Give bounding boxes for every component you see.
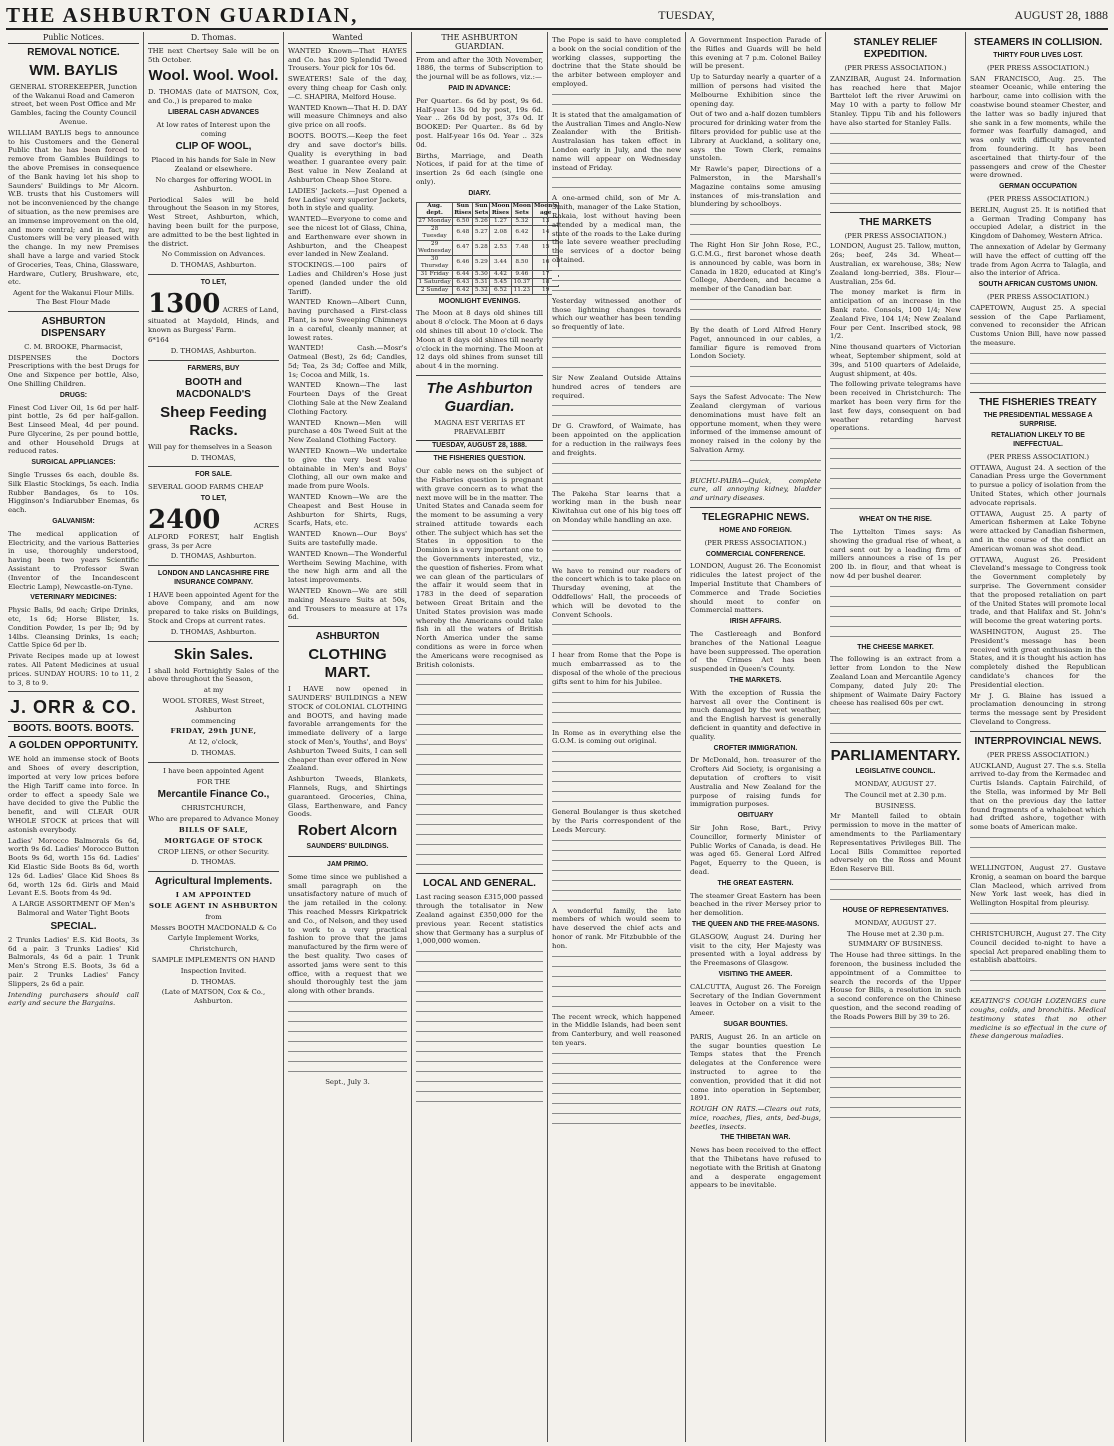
diary-cell: 8.50 <box>511 255 532 270</box>
diary-cell: 30 Thursday <box>417 255 453 270</box>
press-association: (PER PRESS ASSOCIATION.) <box>844 231 947 240</box>
clip-heading: CLIP OF WOOL, <box>175 141 252 153</box>
column-wanted <box>284 32 412 1442</box>
news-paragraph: A Government Inspection Parade of the Rifles and Guards will be held this evening at 7 p.m. Colonel Bailey will be present. <box>690 36 821 71</box>
diary-cell: 1.27 <box>490 217 511 225</box>
queen-heading: THE QUEEN AND THE FREE-MASONS. <box>691 920 820 928</box>
rates: Per Quarter.. 6s 6d by post, 9s 6d. Half-year 13s 0d by post, 19s 6d. Year .. 26s 0d by post, 37s 0d. If BOOKED: Per Quarter.. 8s 6d by post. Half-year 16s 0d. Year .. 32s 0d. <box>416 96 543 149</box>
council-heading: LEGISLATIVE COUNCIL. <box>855 768 936 776</box>
diary-cell: 2 Sunday <box>417 286 453 294</box>
eastern-heading: THE GREAT EASTERN. <box>717 879 794 887</box>
column-public-notices <box>4 32 144 1442</box>
diary-cell: 27 Monday <box>418 217 452 224</box>
diary-row <box>417 217 559 225</box>
moon-body: The Moon at 8 days old shines till about 8 o'clock. The Moon at 6 days old shines till about 10 o'clock. The Moon at 8 days old shines till nearly o'clock in the morning. The Moon at 12 days old shines from sunset till about 4 in the morning. <box>416 309 543 371</box>
boots-heading: BOOTS. BOOTS. BOOTS. <box>8 721 139 737</box>
house-met: The House met at 2.30 p.m. <box>846 929 945 938</box>
skin-friday: FRIDAY, 29th JUNE, <box>170 727 257 736</box>
german-body-2: The annexation of Adelar by Germany will have the effect of cutting off the trade from Agon Acrra to Talagla, and also the interior of Africa. <box>970 242 1106 278</box>
agri-sample: SAMPLE IMPLEMENTS ON HAND <box>151 956 276 964</box>
news-paragraph: The Right Hon Sir John Rose, P.C., G.C.M.G., first baronet whose death is announced by cable, was born in Canada in 1820, educated at King's College, Aberdeen, and became a member of the Canadian bar. <box>690 241 821 294</box>
irish-body: The Castlereagh and Bonford branches of the National League have been suppressed. The operation of the Crimes Act has been suspended in Queen's County. <box>690 630 821 674</box>
vet-body: Physic Balls, 9d each; Gripe Drinks, etc, 1s 6d; Horse Blister, 1s. Condition Powder, 1s per lb; 9d by 14lbs. Cleansing Drinks, 1s each; Cattle Spice 6d per lb. <box>8 606 139 650</box>
ottawa3-body: OTTAWA, August 26. President Cleveland's message to Congress took the Government completely by surprise. The Government consider that the proposed retaliation on part of the United States will promote local trade, and that Halifax and St. John's will become the great watering ports. <box>970 555 1106 626</box>
drugs-heading: DRUGS: <box>59 391 88 399</box>
jam-date: Sept., July 3. <box>325 1077 370 1086</box>
merc-body: Who are prepared to Advance Money <box>148 815 279 824</box>
interprovincial-heading: INTERPROVINCIAL NEWS. <box>974 735 1102 747</box>
wanted-ad: WANTED! Cash.—Mosr's Oatmeal (Best), 2s 6d; Candles, 5d; Tea, 2s 3d; Coffee and Milk, 1s; Cocoa and Milk, 1s. <box>288 344 407 379</box>
wanted-ad: BOOTS. BOOTS.—Keep the feet dry and save doctor's bills. Quality is everything in bad weather. I guarantee every pair. Best value in New Zealand at Ashburton Cheap Shoe Store. <box>288 131 407 184</box>
commercial-body: LONDON, August 26. The Economist ridicules the latest project of the Imperial Institute that Chambers of Commerce and Trade Societies should meet to confer on Commercial matters. <box>690 562 821 615</box>
special-list: 2 Trunks Ladies' E.S. Kid Boots, 3s 6d a pair. 3 Trunks Ladies' Kid Balmorals, 4s 6d a pair. 1 Trunk Men's Strong E.S. Boots, 3s 6d a pair. 2 Trunks Ladies' Fancy Slippers, 2s 6d a pair. <box>8 935 139 988</box>
south-heading: SOUTH AFRICAN CUSTOMS UNION. <box>978 281 1098 289</box>
diary-cell: 13 <box>533 217 559 225</box>
ottawa2-body: OTTAWA, August 25. A party of American fishermen at Lake Tobyne were attacked by Canadian fishermen, and in the course of the conflict an American woman was shot dead. <box>970 509 1106 553</box>
council-date: MONDAY, AUGUST 27. <box>854 780 937 789</box>
liberal-heading: LIBERAL CASH ADVANCES <box>168 108 259 116</box>
diary-column-header: Sun Rises <box>454 202 472 216</box>
markets2-body: LONDON, August 25. Tallow, mutton, 26s; beef, 24s 3d. Wheat—Australian, ex warehouse, 38s; New Zealand long-berried, 38s. Flour—Australian, 25s 6d. <box>830 242 961 286</box>
house-date: MONDAY, AUGUST 27. <box>854 918 937 927</box>
moonlight-heading: MOONLIGHT EVENINGS. <box>438 297 521 305</box>
news-paragraph: By the death of Lord Alfred Henry Paget, announced in our cables, a familiar figure is removed from London Society. <box>690 325 821 361</box>
german-body: BERLIN, August 25. It is notified that a German Trading Company has occupied Adelar, a district in the Kingdom of Dahomey, Western Africa. <box>970 205 1106 241</box>
news-paragraph: The recent wreck, which happened in the Middle Islands, had been sent from Canterbury, and well reasoned ten years. <box>552 1012 681 1048</box>
column-heading: D. Thomas. <box>148 34 279 44</box>
diary-cell: 6.42 <box>453 286 473 294</box>
news-paragraph: We have to remind our readers of the concert which is to take place on Thursday evening, at the Oddfellows' Hall, the proceeds of which will be devoted to the Convent Schools. <box>552 566 681 619</box>
mart-body: I HAVE now opened in SAUNDERS' BUILDINGS a NEW STOCK of COLONIAL CLOTHING and BOOTS, and having made favorable arrangements for the immediate delivery of a large stock of Men's, Youths', and Boys' Ashburton Tweed Suits, I can sell cheaper than ever offered in New Zealand. <box>288 685 407 773</box>
diary-cell: 28 Tuesday <box>417 225 453 240</box>
diary-column-header: Sun Sets <box>474 202 489 216</box>
commission: No Commission on Advances. <box>161 250 266 259</box>
signature: D. THOMAS, Ashburton. <box>170 552 257 561</box>
wanted-ad: WANTED Known—The last Fourteen Days of the Great Clothing Sale at the New Zealand Clothing Factory. <box>288 381 407 416</box>
column-heading: THE ASHBURTON GUARDIAN. <box>416 34 543 53</box>
diary-cell: 6.46 <box>453 255 473 270</box>
merc-crop: CROP LIENS, or other Security. <box>157 847 270 856</box>
agri-from: from <box>205 912 222 921</box>
wanted-ad: WANTED Known—Albert Cunn, having purchased a First-class Plant, is now Sweeping Chimneys in a careful, cleanly manner, at lowest rates. <box>288 298 407 342</box>
orr-mens: A LARGE ASSORTMENT OF Men's Balmoral and Water Tight Boots <box>12 900 135 917</box>
diary-cell: 2.08 <box>490 225 511 240</box>
mercantile-heading: Mercantile Finance Co., <box>157 789 270 801</box>
diary-row <box>417 278 559 286</box>
jam-body: Some time since we published a small paragraph on the unsatisfactory nature of much of the jam retailed in the colony. This reached Messrs Kirkpatrick and Co., of Nelson, and they used to work to a very practical fashion to prove that the jams manufactured by the firm were of the best quality. Two cases of assorted jams were sent to this office, with a request that we should thoroughly test the jam along with other brands. <box>288 872 407 996</box>
diary-row <box>417 270 559 278</box>
markets2-heading: THE MARKETS <box>859 216 932 228</box>
obituary-heading: OBITUARY <box>737 812 774 820</box>
births: Births, Marriage, and Death Notices, if paid for at the time of insertion 2s 6d each (single one only). <box>416 151 543 186</box>
news-paragraph: The Pakeha Star learns that a working man in the bush near Kiwitahua cut one of his big toes off on Monday while handling an axe. <box>552 489 681 524</box>
periodical: Periodical Sales will be held throughout the Season in my Stores, West Street, Ashburton, which, having been built for the purpose, are admitted to be the best lighted in the district. <box>148 195 279 248</box>
skin-time: At 12, o'clock, <box>188 738 239 747</box>
signature: D. THOMAS. <box>191 749 236 758</box>
insurance-body: I HAVE been appointed Agent for the above Company, and am now prepared to take risks on Buildings, Stock and Crops at current rates. <box>148 590 279 626</box>
date-line: TUESDAY, AUGUST 28, 1888. <box>416 440 543 453</box>
queen-body: GLASGOW, August 24. During her visit to the city, Her Majesty was presented with a loyal address by the Freemasons of Glasgow. <box>690 932 821 968</box>
diary-cell: 14 <box>533 225 559 240</box>
jam-heading: JAM PRIMO. <box>327 860 368 868</box>
diary-column-header: Aug. dept. <box>417 202 453 217</box>
masthead-title: THE ASHBURTON GUARDIAN, <box>6 2 359 27</box>
diary-cell: 5.29 <box>473 255 490 270</box>
news-paragraph: Up to Saturday nearly a quarter of a million of persons had visited the Melbourne Exhibition since the opening day. <box>690 73 821 108</box>
ameer-body: CALCUTTA, August 26. The Foreign Secretary of the Indian Government leaves in October on a visit to the Ameer. <box>690 982 821 1018</box>
ashburton-heading: ASHBURTON <box>315 631 380 643</box>
diary-cell: 2.53 <box>490 240 511 255</box>
alcorn-heading: Robert Alcorn <box>297 822 398 840</box>
council-met: The Council met at 2.30 p.m. <box>844 790 947 799</box>
diary-column-header: Moon's age <box>534 202 558 216</box>
telegraphic-heading: TELEGRAPHIC NEWS. <box>701 512 810 524</box>
terms: From and after the 30th November, 1886, the terms of Subscription to the journal will be as follows, viz.:— <box>416 55 543 82</box>
orr-body: WE hold an immense stock of Boots and Shoes of every description, imported at very low prices before the High Tariff came into force. In order to effect a speedy Sale we have decided to give the Public the benefit, and will CLEAR OUR WHOLE STOCK at prices that will astonish everybody. <box>8 755 139 834</box>
skin-heading: Skin Sales. <box>173 645 254 663</box>
diary-row <box>417 286 559 294</box>
ameer-heading: VISITING THE AMEER. <box>718 970 793 978</box>
news-paragraph: Mr Rawle's paper, Directions of a Palmerston, in the Marshall's Magazine contains some amusing instances of mis-translation and blundering by schoolboys. <box>690 165 821 209</box>
column-heading: Public Notices. <box>8 34 139 44</box>
diary-cell: 7.48 <box>511 240 532 255</box>
vet-heading: VETERINARY MEDICINES: <box>30 594 117 602</box>
removal-heading: REMOVAL NOTICE. <box>27 46 120 58</box>
dispensary-body: DISPENSES the Doctors Prescriptions with the best Drugs for One and Sixpence per bottle, Also, One Shilling Children. <box>8 353 139 388</box>
tibetan-heading: THE THIBETAN WAR. <box>720 1134 791 1142</box>
press-association: (PER PRESS ASSOCIATION.) <box>704 538 807 547</box>
money-body: The money market is firm in anticipation of an increase in the Bank rate. Consols, 100 1/4; New Zealand Five, 104 1/4; New Zealand Four per Cent. Inscribed stock, 98 1/2. <box>830 288 961 341</box>
eastern-body: The steamer Great Eastern has been beached in the river Mersey prior to her demolition. <box>690 891 821 918</box>
special-heading: SPECIAL. <box>50 920 97 932</box>
agri-appointed: I AM APPOINTED <box>175 891 252 900</box>
diary-table <box>416 202 559 295</box>
diary-cell: 5.31 <box>474 278 488 285</box>
baylis-tag: Agent for the Wakanui Flour Mills. The Best Flour Made <box>12 289 135 306</box>
vet-tail: Private Recipes made up at lowest rates. All Patent Medicines at usual prices. SUNDAY HOURS: 10 to 11, 2 to 3, 8 to 9. <box>8 652 139 687</box>
news-paragraph: A one-armed child, son of Mr A. Smith, manager of the Lake Station, Rakaia, lost without having been attended by a medical man, the state of the roads to the Lake during the late severe weather precluding the services of a doctor being obtained. <box>552 194 681 264</box>
diary-cell: 31 Friday <box>417 270 453 278</box>
stanley-body: ZANZIBAR, August 24. Information has reached here that Major Barttelot left the river Aruwimi on May 10 with a party to follow Mr Stanley. Tippu Tib and his followers have also started for Stanley Falls. <box>830 74 961 127</box>
wheat-heading: WHEAT ON THE RISE. <box>859 516 932 524</box>
home-foreign-heading: HOME AND FOREIGN. <box>719 527 792 535</box>
crofter-body: Dr McDonald, hon. treasurer of the Crofters Aid Society, is organising a deputation of crofters to visit Australia and New Zealand for the purpose of raising funds for immigration purposes. <box>690 756 821 809</box>
diary-cell: 6.50 <box>453 217 473 225</box>
agri-carlyle: Carlyle Implement Works, <box>167 934 260 943</box>
diary-cell: 10.37 <box>511 278 532 286</box>
racks-body: Will pay for themselves in a Season <box>148 442 273 451</box>
local-body: Last racing season £315,000 passed through the totalisator in New Zealand against £350,000 for the previous year. Recent statistics show that Germany has a surplus of 1,000,000 women. <box>416 893 543 946</box>
diary-cell: 5.27 <box>473 225 490 240</box>
masthead <box>6 2 1108 30</box>
signature: D. THOMAS, Ashburton. <box>170 627 257 636</box>
diary-heading: DIARY. <box>468 189 491 197</box>
diary-cell: 5.32 <box>511 217 532 225</box>
mart-tail: Ashburton Tweeds, Blankets, Flannels, Rugs, and Shirtings guaranteed. Groceries, China, Glass, Earthenware, and Fancy Goods. <box>288 775 407 819</box>
diary-cell: 17 <box>533 270 559 278</box>
masthead-day: TUESDAY, <box>658 7 715 22</box>
agri-inspection: Inspection Invited. <box>180 966 247 975</box>
wanted-ad: LADIES' Jackets.—Just Opened a few Ladies' very superior Jackets, both in style and quality. <box>288 186 407 213</box>
thomas-notice: D. THOMAS (late of MATSON, Cox, and Co.,) is prepared to make <box>148 88 279 106</box>
local-heading: LOCAL AND GENERAL. <box>423 878 536 890</box>
markets-body: With the exception of Russia the harvest all over the Continent is much damaged by the wet weather, and the English harvest is generally deficient in quantity and defective in quality. <box>690 688 821 741</box>
diary-cell: 5.28 <box>473 240 490 255</box>
fisheries2-body: OTTAWA, August 24. A section of the Canadian Press urge the Government to pursue a policy of isolation from the United States, which other journals advocate reprisals. <box>970 463 1106 507</box>
signature: D. THOMAS, <box>191 453 236 462</box>
diary-cell: 6.47 <box>453 240 473 255</box>
insurance-heading: LONDON AND LANCASHIRE FIRE INSURANCE COMPANY. <box>157 570 270 586</box>
christchurch-body: CHRISTCHURCH, August 27. The City Council decided to-night to have a special Act prepared enabling them to establish abattoirs. <box>970 929 1106 965</box>
agri-mcdonald: Messrs BOOTH MACDONALD & Co <box>150 923 277 932</box>
commercial-heading: COMMERCIAL CONFERENCE. <box>705 550 806 558</box>
merc-mortgage: MORTGAGE OF STOCK <box>164 836 263 845</box>
surgical-heading: SURGICAL APPLIANCES: <box>31 459 116 467</box>
wheat-body: The Lyttelton Times says: As showing the gradual rise of wheat, a card sent out by a leading firm of millers announces a rise of 1s per 200 lb. in flour, and that wheat is now 4d per bushel dearer. <box>830 527 961 580</box>
merc-bills: BILLS OF SALE, <box>178 826 249 835</box>
orr-intend: Intending purchasers should call early and secure the Bargains. <box>8 990 139 1008</box>
news-paragraph: Dr G. Crawford, of Waimate, has been appointed on the application for a reduction in the railways fees and freights. <box>552 422 681 457</box>
wanted-ad: WANTED Known—Men will purchase a 40s Tweed Suit at the New Zealand Clothing Factory. <box>288 418 407 445</box>
press-association: (PER PRESS ASSOCIATION.) <box>986 63 1090 72</box>
diary-cell: 6.48 <box>453 225 473 240</box>
orr-heading: J. ORR & CO. <box>9 697 137 718</box>
dispensary-sub: C. M. BROOKE, Pharmacist, <box>24 342 123 351</box>
baylis-sub: GENERAL STOREKEEPER, Junction of the Wakanui Road and Cameron street, bet ween Post Office and Mr Gambles, facing the County Council Avenue. <box>9 82 138 126</box>
no-charge: No charges for offering WOOL in Ashburton. <box>155 175 272 193</box>
signature: D. THOMAS. <box>191 977 236 986</box>
news-paragraph: Yesterday witnessed another of those lightning changes towards which our weather has been tending so frequently of late. <box>552 296 681 332</box>
farms: SEVERAL GOOD FARMS CHEAP <box>148 483 264 492</box>
motto: MAGNA EST VERITAS ET PRAEVALEBIT <box>434 418 525 436</box>
saunders-heading: SAUNDERS' BUILDINGS. <box>306 843 389 851</box>
cheese-body: The following is an extract from a letter from London to the New Zealand Loan and Mercantile Agency Company, dated July 20: The shipment of Waimate Dairy Factory cheese has realised 60s per cwt. <box>830 655 961 708</box>
diary-cell: 15 <box>533 240 559 255</box>
liberal-body: At low rates of Interest upon the coming <box>156 120 271 138</box>
charter-notice: THE next Chertsey Sale will be on 5th October. <box>148 46 279 64</box>
baylis-name: WM. BAYLIS <box>29 61 118 79</box>
merc-christchurch: CHRISTCHURCH, <box>181 804 246 813</box>
orr-prices: Ladies' Morocco Balmorals 6s 6d, worth 9s 6d. Ladies' Morocco Button Boots 9s 6d, worth 15s 6d. Ladies' Kid Elastic Side Boots 8s 6d, worth 12s 6d. Ladies' Glace Kid Shoes 8s 6d, worth 12s 6d. Girls and Maid Levant E.S. Boots from 4s 9d. <box>8 836 139 898</box>
diary-cell: 6.43 <box>453 278 473 286</box>
diary-cell: 11.23 <box>511 286 532 294</box>
signature: D. THOMAS. <box>191 858 236 867</box>
columns <box>4 32 1110 1442</box>
agri-heading: Agricultural Implements. <box>154 876 273 888</box>
news-paragraph: I hear from Rome that the Pope is much embarrassed as to the disposal of the whole of the precious gifts sent to him for his Jubilee. <box>552 651 681 686</box>
press-association: (PER PRESS ASSOCIATION.) <box>986 292 1090 301</box>
obituary-body: Sir John Rose, Bart., Privy Councillor, formerly Minister of Public Works of Canada, is dead. He was aged 65. General Lord Alfred Paget, Equerry to the Queen, is dead. <box>690 823 821 876</box>
wanted-ad: WANTED—Everyone to come and see the nicest lot of Glass, China, and Earthenware ever shown in Ashburton, and the Cheapest ever landed in New Zealand. <box>288 215 407 259</box>
news-paragraph: The Pope is said to have completed a book on the social condition of the working classes, supporting the doctrine that the State should be the arbiter between employer and employed. <box>552 36 681 88</box>
keating-ad: KEATING'S COUGH LOZENGES cure coughs, colds, and bronchitis. Medical testimony states that no other medicine is so effectual in the cure of these dangerous maladies. <box>970 997 1106 1041</box>
sugar-heading: SUGAR BOUNTIES. <box>723 1020 788 1028</box>
diary-cell: 5.32 <box>474 286 488 293</box>
summary-heading: SUMMARY OF BUSINESS. <box>848 940 943 949</box>
column-telegraphic <box>686 32 826 1442</box>
diary-cell: 16 <box>533 255 559 270</box>
press-association: (PER PRESS ASSOCIATION.) <box>986 452 1090 461</box>
blaine-body: Mr J. G. Blaine has issued a proclamation denouncing in strong terms the message sent by President Cleveland to Congress. <box>970 691 1106 726</box>
wanted-ad: STOCKINGS.—100 pairs of Ladies and Children's Hose just opened (landed under the old Tariff). <box>288 261 407 296</box>
wanted-ad: WANTED Known—We are the Cheapest and Best House in Ashburton for Shirts, Rugs, Scarfs, Hats, etc. <box>288 493 407 528</box>
racks-heading: Sheep Feeding Racks. <box>160 403 267 439</box>
diary-row <box>417 255 559 270</box>
tibetan-body: News has been received to the effect that the Thibetans have refused to negotiate with the British at Gnatong and a desperate engagement appears to be inevitable. <box>690 1146 821 1190</box>
diary-cell: 29 Wednesday <box>418 240 452 254</box>
fisheries-body: Our cable news on the subject of the Fisheries question is pregnant with grave concern as to what the next move will be in the matter. The United States and Canada seem for the moment to be assuming a very strained attitude towards each other. The subject which has set the States in opposition to the Dominion is a very important one to the Governments interested, viz., the question of fisheries. From what we can glean of the particulars of the affair it would seem that in 1783 in the deed of separation between Great Britain and the United States provision was made whereby the Americans could take fish in all the waters of British North America under the same conditions as were in force when the Americans were recognised as British colonists. <box>416 467 543 669</box>
skin-commencing: commencing <box>191 716 236 725</box>
steamers-heading: STEAMERS IN COLLISION. <box>973 37 1103 48</box>
retaliation-heading: RETALIATION LIKELY TO BE INEFFECTUAL. <box>991 432 1085 449</box>
diary-cell: 4.42 <box>490 270 511 278</box>
column-heading: Wanted <box>288 34 407 44</box>
presidential-heading: THE PRESIDENTIAL MESSAGE A SURPRISE. <box>983 411 1093 428</box>
auckland-body: AUCKLAND, August 27. The s.s. Stella arrived to-day from the Kermadec and Curtis Islands. Captain Fairchild, of the Stella, was informed by Mr Bell that on the previous day the latter found fragments of a whaleboat which had drifted ashore, together with some boats of American make. <box>970 761 1106 832</box>
press-association: (PER PRESS ASSOCIATION.) <box>986 194 1090 203</box>
thirty-heading: THIRTY FOUR LIVES LOST. <box>993 52 1083 59</box>
diary-row <box>417 240 559 255</box>
stanley-heading: STANLEY RELIEF EXPEDITION. <box>853 37 938 60</box>
sugar-body: PARIS, August 26. In an article on the sugar bounties question Le Temps states that the French delegates at the Conference were instructed to agree to the convention, provided that it did not come into operation in September, 1891. <box>690 1032 821 1103</box>
business-heading: BUSINESS. <box>875 801 916 810</box>
merc-intro: I have been appointed Agent <box>163 766 264 775</box>
german-heading: GERMAN OCCUPATION <box>999 183 1077 191</box>
to-let-heading-2: TO LET, <box>200 494 227 502</box>
wanted-ad: WANTED Known—That H. D. DAY will measure Chimneys and also give price on all roofs. <box>288 103 407 130</box>
golden-heading: A GOLDEN OPPORTUNITY. <box>8 740 139 752</box>
south-body: CAPETOWN, August 25. A special session of the Cape Parliament, convened to reconsider the African Customs Union Bill, have now passed the measure. <box>970 303 1106 347</box>
advance-heading: PAID IN ADVANCE: <box>448 84 511 92</box>
wanted-ad: WANTED Known—Our Boys' Suits are tastefully made. <box>288 530 407 548</box>
diary-column-header: Moon Rises <box>491 202 510 216</box>
steamers-body: SAN FRANCISCO, Aug. 25. The steamer Oceanic, while entering the harbour, came into collision with the coastwise bound steamer Chester, and the latter was so badly injured that she sank in a few moments, while the former was fearfully damaged, and was only with difficulty prevented from foundering. It has been ascertained that thirty-four of the passengers and crew of the Chester were drowned. <box>970 74 1106 180</box>
diary-cell: 6.52 <box>490 286 511 294</box>
acres-2400: 2400 <box>148 504 221 535</box>
drugs-body: Finest Cod Liver Oil, 1s 6d per half-pint bottle, 2s 6d per half-gallon. Best Linseed Meal, 4d per pound. Pure Glycerine, 2s per pound bottle, and other Household Drugs at reduced rates. <box>8 403 139 456</box>
news-paragraph: General Boulanger is thus sketched by the Paris correspondent of the Leeds Mercury. <box>552 808 681 834</box>
diary-cell: 1 Saturday <box>418 278 451 285</box>
diary-cell: 6.42 <box>511 225 532 240</box>
farmers-heading: FARMERS, BUY <box>187 364 240 372</box>
news-paragraph: In Rome as in everything else the G.O.M. is coming out original. <box>552 728 681 746</box>
council-body: Mr Mantell failed to obtain permission to move in the matter of amendments to the Parliamentary Representatives Privileges Bill. The Local Bills Committee reported adversely on the Ross and Mount Eden Reserve Bill. <box>830 812 961 874</box>
column-markets <box>826 32 966 1442</box>
surgical-body: Single Trusses 6s each, double 8s. Silk Elastic Stockings, 5s each. India Rubber Bandages, 6s to 10s. Higginson's Indiarubber Enemas, 6s each. <box>8 471 139 515</box>
wanted-ad: WANTED Known—The Wonderful Wertheim Sewing Machine, with the new high arm and all the latest improvements. <box>288 549 407 585</box>
fisheries-heading: THE FISHERIES QUESTION. <box>433 455 526 463</box>
diary-row <box>417 225 559 240</box>
column-cables <box>966 32 1110 1442</box>
markets-heading: THE MARKETS. <box>729 677 782 685</box>
house-body: The House had three sittings. In the forenoon, the business included the appointment of a Committee to search the records of the Upper House for Bills, a resolution in such a second conference on the Chinese question, and the second reading of the Roads Powers Bill by 39 to 26. <box>830 951 961 1021</box>
clothing-mart-heading: CLOTHING MART. <box>308 646 387 682</box>
signature: D. THOMAS, Ashburton. <box>170 261 257 270</box>
wanted-ad: WANTED Known—We undertake to give the very best value obtainable in Men's and Boys' Clothing, all our own make and made from pure Wools. <box>288 447 407 491</box>
wool-heading: Wool. Wool. Wool. <box>148 67 279 85</box>
news-paragraph: A wonderful family, the late members of which would seem to have deserved the chief acts and honor of rank. Mr Fitzbubble of the hon. <box>552 906 681 950</box>
press-association: (PER PRESS ASSOCIATION.) <box>986 750 1090 759</box>
dispensary-heading: ASHBURTON DISPENSARY <box>41 315 106 339</box>
agri-footer: (Late of MATSON, Cox & Co., Ashburton. <box>161 988 266 1006</box>
wanted-ad: WANTED Known—That HAYES and Co. has 200 Splendid Tweed Trousers. Your pick for 10s 6d. <box>288 46 407 73</box>
wanted-ad: SWEATERS! Sale of the day, every thing cheap for Cash only.—C. SHAPIRA, Melford House. <box>288 75 407 101</box>
galvanism-heading: GALVANISM: <box>52 518 95 526</box>
to-let-heading: TO LET, <box>200 278 227 286</box>
fisheries-treaty-heading: THE FISHERIES TREATY <box>979 396 1097 408</box>
skin-stores: WOOL STORES, West Street, Ashburton <box>162 697 265 714</box>
acres-1300: 1300 <box>148 288 221 319</box>
column-thomas <box>144 32 284 1442</box>
skin-body: I shall hold Fortnightly Sales of the above throughout the Season, <box>148 666 279 684</box>
wellington-body: WELLINGTON, August 27. Gustave Kronig, a seaman on board the barque Clan Macleod, which arrived from New York last week, has died in Wellington Hospital from pleurisy. <box>970 863 1106 908</box>
agri-sole: SOLE AGENT IN ASHBURTON <box>149 902 278 911</box>
baylis-body: WILLIAM BAYLIS begs to announce to his Customers and the General Public that he has been forced to remove from Gambles Buildings to the above Premises in consequence of the Bank having let his shop to Saunders' Buildings to Mr Alcorn. W.B. trusts that his Customers will not be inconvenienced by the change of situation, as the new premises are an immense improvement on the old, and more central; and in fact, my Customers will be very pleased with the change. In my new Premises shall have a large and varied Stock of Groceries, Teas, China, Glassware, Hardware, Cutlery, Brushware, etc, etc. <box>8 128 139 287</box>
acres-1300-body: ACRES of Land, situated at Maydold, Hinds, and known as Burgess' Farm. <box>148 305 279 334</box>
clip-body: Placed in his hands for Sale in New Zealand or elsewhere. <box>151 156 276 174</box>
diary-cell: 5.26 <box>474 217 488 224</box>
skin-at: at my <box>203 686 224 695</box>
agri-chch: Christchurch, <box>189 945 238 954</box>
parliamentary-heading: PARLIAMENTARY. <box>830 747 961 765</box>
reference: 6*164 <box>148 336 169 345</box>
masthead-date: AUGUST 28, 1888 <box>1014 7 1108 22</box>
grain-body: The following private telegrams have been received in Christchurch: The market has been very firm for the last few days, consequent on bad weather retarding harvest operations. <box>830 380 961 433</box>
washington-body: WASHINGTON, August 25. The President's message has been received with great enthusiasm in the States, and it is thought his action has completely dished the Republican candidate's chances for the Presidential election. <box>970 628 1106 689</box>
news-paragraph: It is stated that the amalgamation of the Australian Times and Anglo-New Zealander with the British-Australasian has taken effect in London early in July, and the new name will appear on Wednesday instead of Friday. <box>552 110 681 172</box>
cheese-heading: THE CHEESE MARKET. <box>857 643 934 651</box>
diary-cell: 9.46 <box>511 270 532 278</box>
column-local-news <box>548 32 686 1442</box>
diary-cell: 5.45 <box>490 278 511 286</box>
press-association: (PER PRESS ASSOCIATION.) <box>844 64 947 72</box>
column-ashburton-guardian <box>412 32 558 1442</box>
galvanism-body: The medical application of Electricity, and the various Batteries in use, thoroughly understood, having been two years Scientific Assistant to Professor Swan (Inventor of the Incandescent Electric Lamp), Newcastle-on-Tyne. <box>8 529 139 591</box>
diary-cell: 5.30 <box>474 270 488 277</box>
wanted-ad: WANTED Known—We are still making Measure Suits at 50s, and Trousers to measure at 17s 6d. <box>288 587 407 622</box>
news-paragraph: Says the Safest Advocate: The New Zealand clergyman of various denominations must have felt an opportune moment, when they were informed of the immense amount of money raised in the colony by the Salvation Army. <box>690 393 821 454</box>
merc-for: FOR THE <box>196 777 231 786</box>
rough-on-rats-ad: ROUGH ON RATS.—Clears out rats, mice, roaches, flies, ants, bed-bugs, beetles, insects. <box>690 1105 821 1131</box>
for-sale-heading: FOR SALE. <box>195 471 232 479</box>
diary-cell: 18 <box>533 278 559 286</box>
wool-body: Nine thousand quarters of Victorian wheat, September shipment, sold at 39s, and 5100 quarters of Adelaide, August shipment, at 40s. <box>830 343 961 378</box>
buchu-ad: BUCHU-PAIBA—Quick, complete cure, all annoying kidney, bladder and urinary diseases. <box>690 476 821 503</box>
signature: D. THOMAS, Ashburton. <box>170 347 257 356</box>
diary-cell: 19 <box>533 286 559 294</box>
acres-2400-body: ACRES ALFORD FOREST, half English grass, 3s per Acre <box>148 521 279 550</box>
diary-cell: 6.44 <box>453 270 473 278</box>
crofter-heading: CROFTER IMMIGRATION. <box>713 744 798 752</box>
diary-column-header: Moon Sets <box>512 202 531 216</box>
house-heading: HOUSE OF REPRESENTATIVES. <box>842 907 949 915</box>
news-paragraph: Out of two and a-half dozen tumblers procured for drinking water from the filters provided for public use at the Library at Auckland, a solitary one, says the Town Clerk, remains unstolen. <box>690 110 821 163</box>
irish-heading: IRISH AFFAIRS. <box>729 618 782 626</box>
news-paragraph: Sir New Zealand Outside Attains hundred acres of tenders are required. <box>552 373 681 400</box>
paper-name: The Ashburton Guardian. <box>426 379 533 415</box>
diary-cell: 3.44 <box>490 255 511 270</box>
booth-heading: BOOTH and MACDONALD'S <box>176 376 251 400</box>
